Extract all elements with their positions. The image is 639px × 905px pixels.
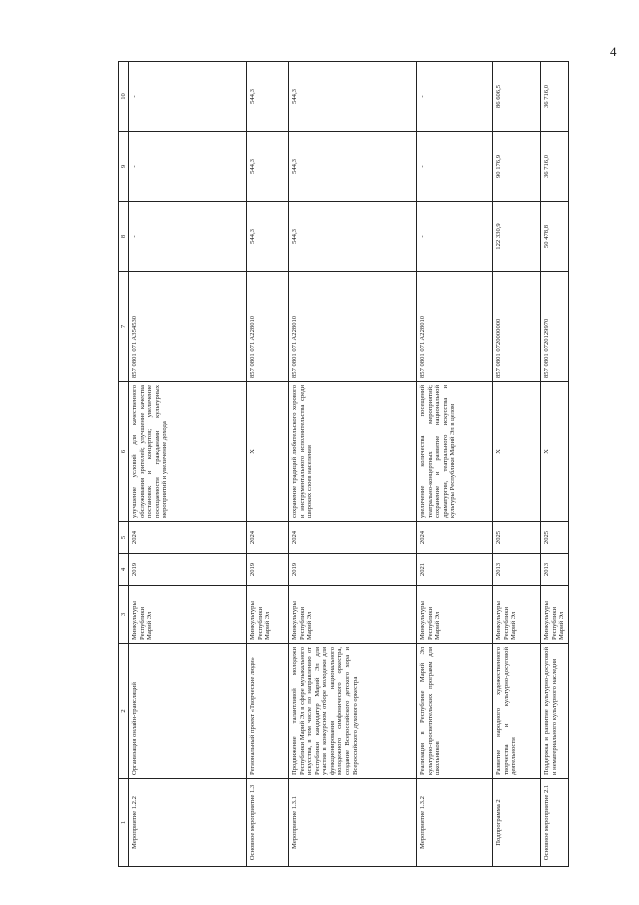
rotated-table-wrapper <box>118 62 566 867</box>
cell-end-year: 2024 <box>289 522 417 554</box>
table-row <box>247 62 289 867</box>
cell-value: - <box>129 62 247 132</box>
table-row <box>541 62 569 867</box>
column-header: 9 <box>119 132 129 202</box>
cell-value: - <box>129 202 247 272</box>
cell-value: 36 716,0 <box>541 62 569 132</box>
page-number: 4 <box>610 44 617 59</box>
cell-title: Региональный проект «Творческие люди» <box>247 644 289 779</box>
cell-value: 90 176,9 <box>493 132 541 202</box>
cell-executor: Минкультуры Республики Марий Эл <box>493 586 541 644</box>
cell-budget-code: 857 0801 071 A228010 <box>289 272 417 382</box>
cell-result: X <box>493 382 541 522</box>
cell-result: X <box>247 382 289 522</box>
cell-status: Мероприятие 1.2.2 <box>129 779 247 867</box>
cell-end-year: 2024 <box>417 522 493 554</box>
cell-value: - <box>417 132 493 202</box>
cell-result: увеличение количества посещений театрально-концертных мероприятий; сохранение и развитие национальной драматургии, театрального искусства и культуры Республики Марий Эл в целом <box>417 382 493 522</box>
cell-status: Основное мероприятие 1.3 <box>247 779 289 867</box>
cell-start-year: 2021 <box>417 554 493 586</box>
cell-value: 86 606,5 <box>493 62 541 132</box>
cell-budget-code: 857 0801 0720129970 <box>541 272 569 382</box>
cell-start-year: 2019 <box>289 554 417 586</box>
column-header: 10 <box>119 62 129 132</box>
cell-title: Продвижение талантливой молодежи Республики Марий Эл в сфере музыкального искусства, в том числе по направлению от Республики кандидатур Марий Эл для участия в конкурсном отборе молодежи для функционирования национального молодежного симфонического оркестра, создание Всероссийского детского хора и Всероссийского духового оркестра <box>289 644 417 779</box>
cell-end-year: 2025 <box>541 522 569 554</box>
cell-executor: Минкультуры Республики Марий Эл <box>129 586 247 644</box>
cell-budget-code: 857 0801 071 A354530 <box>129 272 247 382</box>
cell-end-year: 2024 <box>129 522 247 554</box>
cell-result: сохранение традиций любительского хорового и инструментального исполнительства среди широких слоев населения <box>289 382 417 522</box>
table-row <box>129 62 247 867</box>
cell-status: Мероприятие 1.3.1 <box>289 779 417 867</box>
cell-value: 544,3 <box>289 132 417 202</box>
cell-end-year: 2025 <box>493 522 541 554</box>
cell-executor: Минкультуры Республики Марий Эл <box>417 586 493 644</box>
column-header: 8 <box>119 202 129 272</box>
cell-start-year: 2013 <box>493 554 541 586</box>
cell-start-year: 2019 <box>247 554 289 586</box>
cell-value: 36 716,0 <box>541 132 569 202</box>
cell-value: 544,3 <box>247 132 289 202</box>
cell-value: - <box>417 202 493 272</box>
cell-executor: Минкультуры Республики Марий Эл <box>247 586 289 644</box>
column-header: 5 <box>119 522 129 554</box>
cell-value: 544,3 <box>289 202 417 272</box>
cell-status: Мероприятие 1.3.2 <box>417 779 493 867</box>
cell-value: 122 330,9 <box>493 202 541 272</box>
column-header: 3 <box>119 586 129 644</box>
column-header: 1 <box>119 779 129 867</box>
cell-status: Основное мероприятие 2.1 <box>541 779 569 867</box>
cell-executor: Минкультуры Республики Марий Эл <box>541 586 569 644</box>
cell-end-year: 2024 <box>247 522 289 554</box>
cell-status: Подпрограмма 2 <box>493 779 541 867</box>
cell-title: Развитие народного художественного творчества и культурно-досуговой деятельности <box>493 644 541 779</box>
table-row <box>417 62 493 867</box>
cell-result: улучшение условий для качественного обслуживания зрителей; улучшение качества постановок и концертов; увеличение посещаемости гражданами культурных мероприятий и увеличение дохода <box>129 382 247 522</box>
cell-value: - <box>417 62 493 132</box>
cell-start-year: 2013 <box>541 554 569 586</box>
header-row <box>119 62 129 867</box>
column-header: 2 <box>119 644 129 779</box>
program-events-table <box>118 61 569 867</box>
cell-value: 544,3 <box>289 62 417 132</box>
column-header: 7 <box>119 272 129 382</box>
cell-title: Реализация в Республике Марий Эл культурно-просветительских программ для школьников <box>417 644 493 779</box>
cell-value: - <box>129 132 247 202</box>
cell-title: Поддержка и развитие культурно-досуговой и нематериального культурного наследия <box>541 644 569 779</box>
cell-budget-code: 857 0801 071 A228010 <box>247 272 289 382</box>
cell-start-year: 2019 <box>129 554 247 586</box>
cell-value: 544,3 <box>247 62 289 132</box>
cell-value: 50 478,8 <box>541 202 569 272</box>
cell-executor: Минкультуры Республики Марий Эл <box>289 586 417 644</box>
column-header: 4 <box>119 554 129 586</box>
cell-budget-code: 857 0801 0720000000 <box>493 272 541 382</box>
cell-budget-code: 857 0801 071 A228010 <box>417 272 493 382</box>
cell-value: 544,3 <box>247 202 289 272</box>
table-row <box>289 62 417 867</box>
cell-title: Организация онлайн-трансляций <box>129 644 247 779</box>
table-row <box>493 62 541 867</box>
cell-result: X <box>541 382 569 522</box>
table-frame <box>118 62 566 867</box>
column-header: 6 <box>119 382 129 522</box>
